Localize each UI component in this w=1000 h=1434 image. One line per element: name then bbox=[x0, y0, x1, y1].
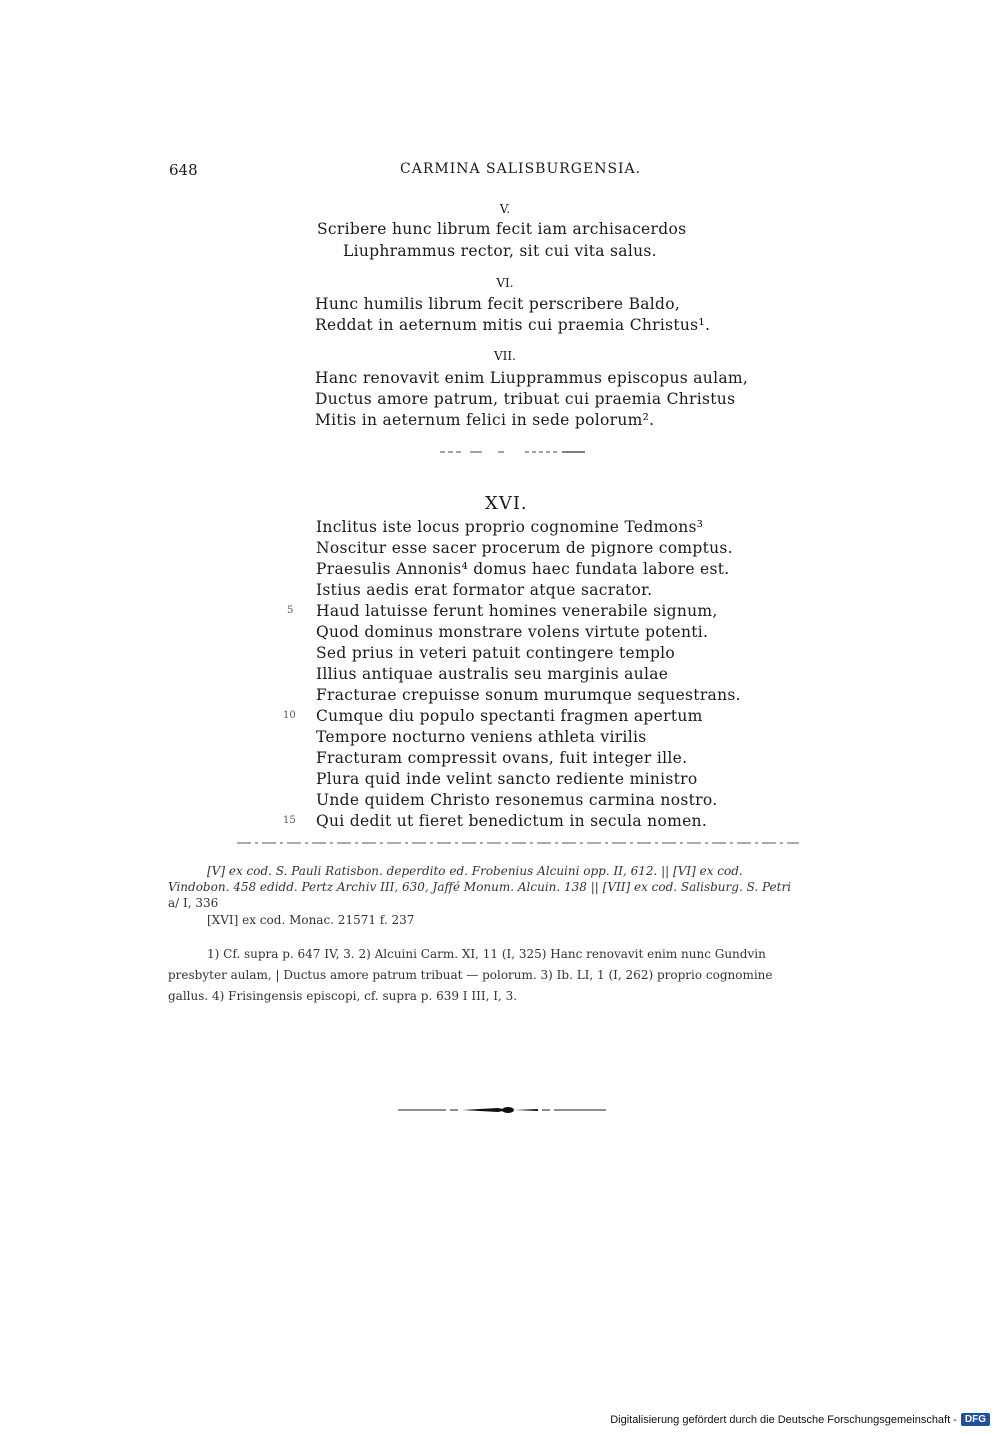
line-number: 5 bbox=[287, 605, 294, 616]
verse-line: Praesulis Annonis⁴ domus haec fundata labore est. bbox=[316, 560, 730, 578]
verse-line: Cumque diu populo spectanti fragmen apertum bbox=[316, 707, 703, 725]
verse-line: Quod dominus monstrare volens virtute potenti. bbox=[316, 623, 709, 641]
verse-line: Ductus amore patrum, tribuat cui praemia Christus bbox=[315, 390, 736, 408]
verse-line: Tempore nocturno veniens athleta virilis bbox=[316, 728, 647, 746]
verse-line: Illius antiquae australis seu marginis aulae bbox=[316, 665, 669, 683]
verse-line: Fracturam compressit ovans, fuit integer ille. bbox=[316, 749, 688, 767]
line-number: 10 bbox=[283, 710, 296, 721]
footnote-line: gallus. 4) Frisingensis episcopi, cf. supra p. 639 I III, I, 3. bbox=[168, 989, 518, 1003]
credit-text: Digitalisierung gefördert durch die Deutsche Forschungsgemeinschaft - bbox=[610, 1413, 957, 1426]
verse-line: Liuphrammus rector, sit cui vita salus. bbox=[343, 242, 657, 260]
verse-line: Qui dedit ut fieret benedictum in secula nomen. bbox=[316, 812, 708, 830]
dfg-logo-icon: DFG bbox=[961, 1413, 990, 1426]
section-numeral-v: V. bbox=[499, 202, 511, 216]
apparatus-line: [V] ex cod. S. Pauli Ratisbon. deperdito ed. Frobenius Alcuini opp. II, 612. || [VI] ex cod. bbox=[207, 864, 743, 878]
apparatus-separator bbox=[237, 840, 799, 846]
ornament-rule bbox=[440, 448, 585, 456]
verse-line: Reddat in aeternum mitis cui praemia Christus¹. bbox=[315, 316, 711, 334]
apparatus-line: [XVI] ex cod. Monac. 21571 f. 237 bbox=[207, 913, 415, 927]
verse-line: Sed prius in veteri patuit contingere templo bbox=[316, 644, 676, 662]
verse-line: Scribere hunc librum fecit iam archisacerdos bbox=[317, 220, 687, 238]
page-number: 648 bbox=[169, 161, 198, 179]
apparatus-line: Vindobon. 458 edidd. Pertz Archiv III, 630, Jaffé Monum. Alcuin. 138 || [VII] ex cod. Salisburg. S. Petri bbox=[168, 880, 792, 894]
footnote-line: 1) Cf. supra p. 647 IV, 3. 2) Alcuini Carm. XI, 11 (I, 325) Hanc renovavit enim nunc Gundvin bbox=[207, 947, 766, 961]
verse-line: Plura quid inde velint sancto rediente ministro bbox=[316, 770, 698, 788]
verse-line: Inclitus iste locus proprio cognomine Tedmons³ bbox=[316, 518, 704, 536]
closing-ornament bbox=[398, 1105, 606, 1115]
section-numeral-vi: VI. bbox=[496, 276, 514, 290]
section-title-xvi: XVI. bbox=[485, 493, 528, 514]
section-numeral-vii: VII. bbox=[494, 349, 516, 363]
verse-line: Hunc humilis librum fecit perscribere Baldo, bbox=[315, 295, 681, 313]
dfg-credit bbox=[610, 1413, 990, 1426]
line-number: 15 bbox=[283, 815, 296, 826]
verse-line: Mitis in aeternum felici in sede polorum². bbox=[315, 411, 655, 429]
verse-line: Hanc renovavit enim Liupprammus episcopus aulam, bbox=[315, 369, 749, 387]
verse-line: Unde quidem Christo resonemus carmina nostro. bbox=[316, 791, 718, 809]
verse-line: Noscitur esse sacer procerum de pignore comptus. bbox=[316, 539, 733, 557]
apparatus-line: a/ I, 336 bbox=[168, 896, 219, 910]
verse-line: Fracturae crepuisse sonum murumque sequestrans. bbox=[316, 686, 741, 704]
verse-line: Haud latuisse ferunt homines venerabile signum, bbox=[316, 602, 718, 620]
running-title: CARMINA SALISBURGENSIA. bbox=[400, 161, 642, 177]
footnote-line: presbyter aulam, | Ductus amore patrum tribuat — polorum. 3) Ib. LI, 1 (I, 262) proprio cognomine bbox=[168, 968, 773, 982]
verse-line: Istius aedis erat formator atque sacrator. bbox=[316, 581, 653, 599]
